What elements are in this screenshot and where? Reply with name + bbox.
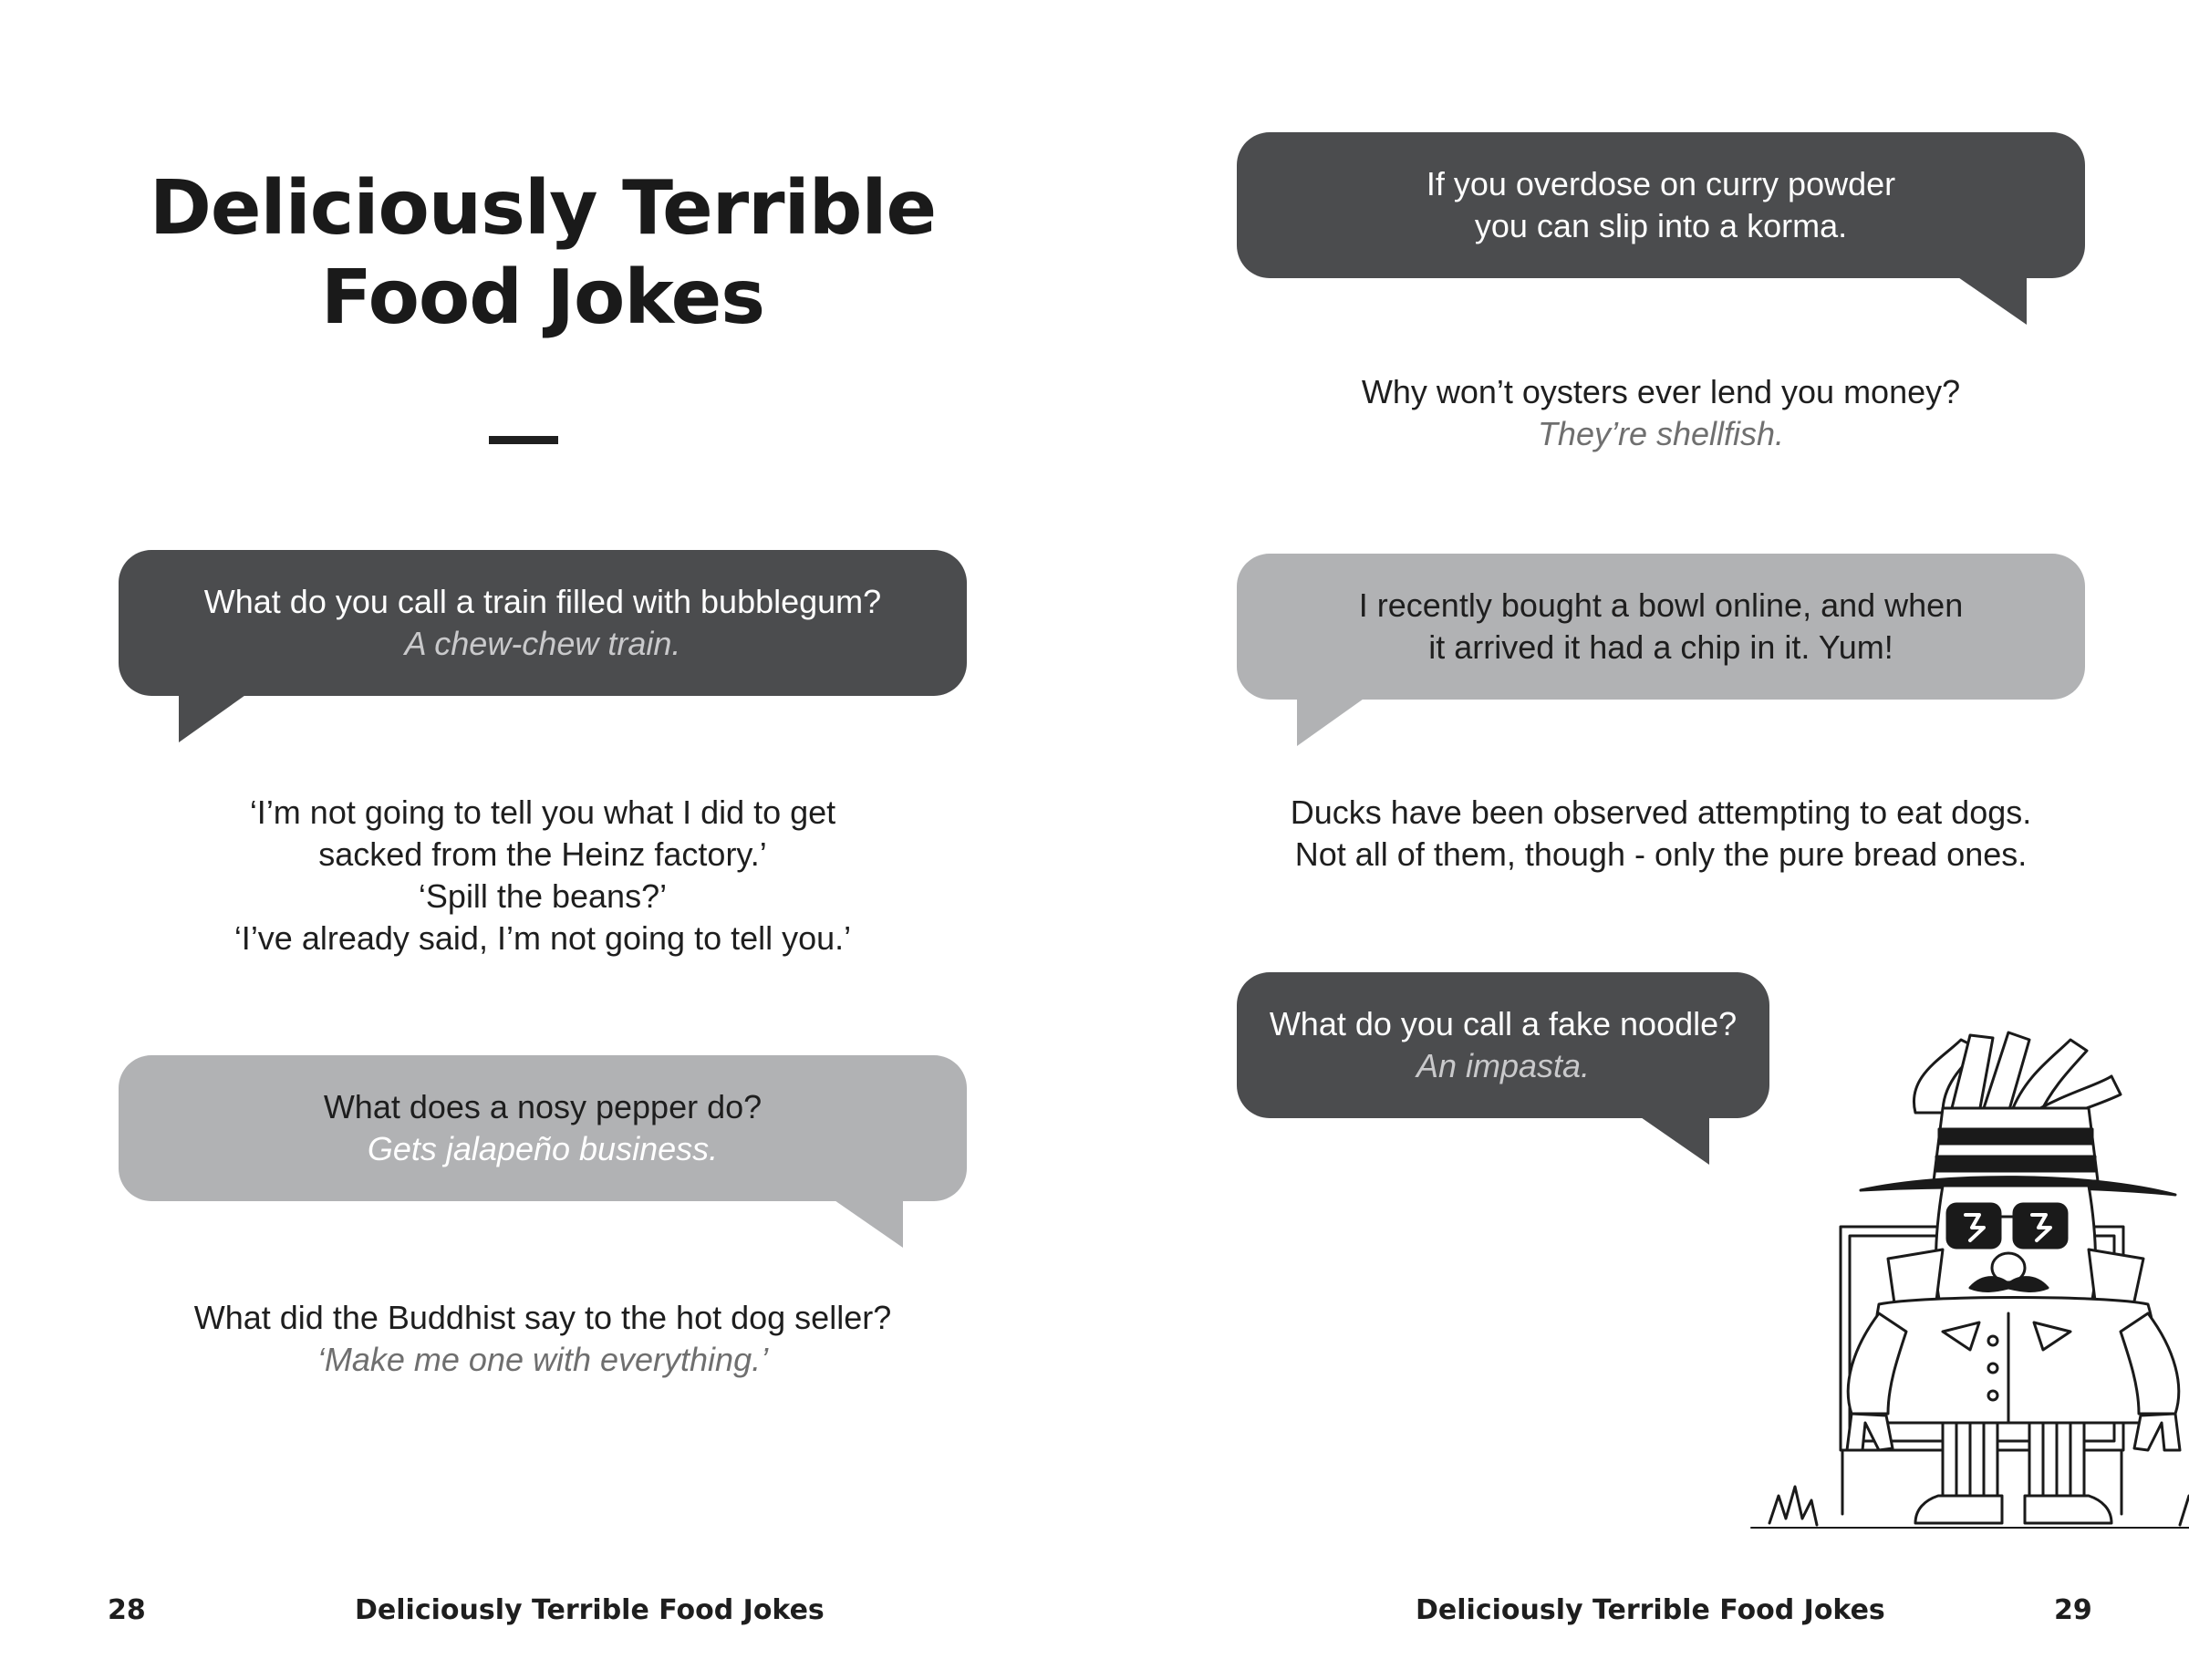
joke-question: What do you call a train filled with bubblegum? [203, 583, 882, 620]
joke-line: If you overdose on curry powder [1426, 165, 1896, 202]
speech-bubble-train-joke [119, 550, 967, 696]
joke-line: I recently bought a bowl online, and when [1358, 586, 1964, 624]
title-line-2: Food Jokes [320, 254, 765, 341]
joke-answer: Gets jalapeño business. [367, 1130, 719, 1167]
bubble-tail [179, 693, 252, 744]
speech-bubble-korma-joke [1237, 132, 2085, 278]
running-title: Deliciously Terrible Food Jokes [1416, 1594, 1885, 1626]
joke-line: Not all of them, though - only the pure bread ones. [1294, 835, 2028, 873]
bubble-tail [1956, 275, 2028, 327]
joke-line: sacked from the Heinz factory.’ [318, 835, 767, 873]
joke-question: What do you call a fake noodle? [1269, 1005, 1738, 1042]
ducks-joke [1237, 792, 2085, 876]
joke-line: ‘I’m not going to tell you what I did to get [249, 793, 836, 831]
right-page [1094, 0, 2189, 1680]
title-line-1: Deliciously Terrible [149, 165, 937, 252]
title-divider [489, 436, 558, 444]
bubble-tail [832, 1198, 905, 1250]
joke-question: Why won’t oysters ever lend you money? [1361, 373, 1961, 410]
joke-answer: An impasta. [1416, 1047, 1591, 1084]
joke-answer: A chew-chew train. [404, 625, 681, 662]
page-title [119, 164, 967, 343]
page-number: 29 [2054, 1594, 2092, 1626]
speech-bubble-pepper-joke [119, 1055, 967, 1201]
page-number: 28 [108, 1594, 146, 1626]
running-title: Deliciously Terrible Food Jokes [355, 1594, 825, 1626]
joke-line: it arrived it had a chip in it. Yum! [1428, 628, 1893, 666]
joke-question: What did the Buddhist say to the hot dog seller? [193, 1299, 892, 1336]
joke-line: ‘Spill the beans?’ [418, 877, 668, 915]
speech-bubble-bowl-joke [1237, 554, 2085, 700]
joke-line: you can slip into a korma. [1474, 207, 1848, 244]
joke-line: Ducks have been observed attempting to eat dogs. [1290, 793, 2032, 831]
buddhist-joke [119, 1297, 967, 1381]
bubble-tail [1297, 697, 1370, 748]
pasta-gangster-illustration [1669, 1021, 2189, 1532]
joke-answer: They’re shellfish. [1537, 415, 1785, 452]
heinz-joke [119, 792, 967, 959]
oyster-joke [1237, 371, 2085, 455]
left-page [0, 0, 1094, 1680]
joke-line: ‘I’ve already said, I’m not going to tell you.’ [233, 919, 852, 957]
joke-answer: ‘Make me one with everything.’ [316, 1341, 769, 1378]
joke-question: What does a nosy pepper do? [323, 1088, 763, 1125]
